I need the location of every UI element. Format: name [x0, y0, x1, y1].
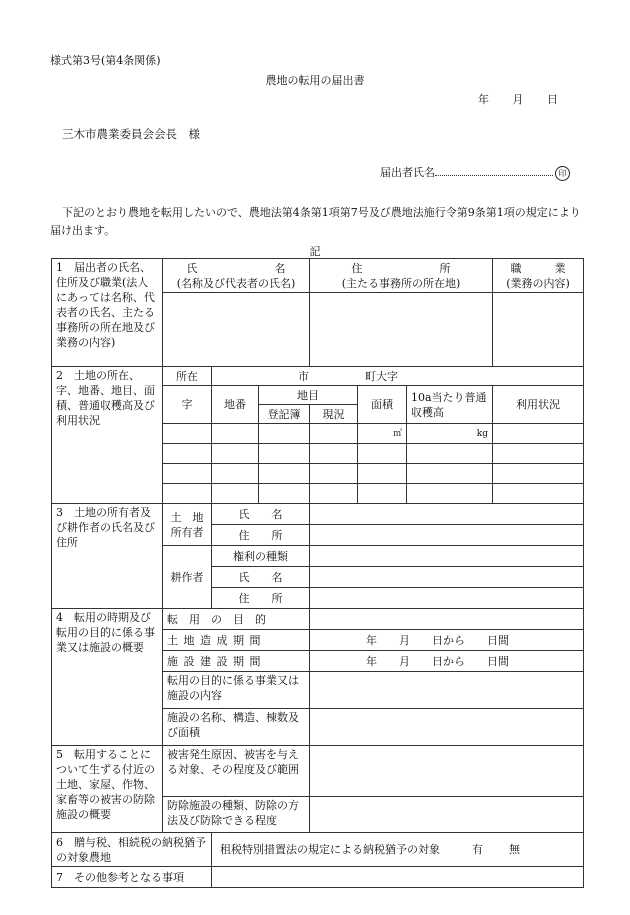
s2-label: 2 土地の所在、字、地番、地目、面積、普通収穫高及び利用状況 — [52, 367, 163, 504]
s2-yield-cell[interactable] — [407, 484, 493, 504]
s7-row — [52, 867, 584, 888]
s5-cause-label: 被害発生原因、被害を与える対象、その程度及び範囲 — [163, 746, 310, 797]
s1-header-row — [52, 259, 584, 293]
s4-business-label: 転用の目的に係る事業又は施設の内容 — [163, 672, 310, 709]
applicant-label: 届出者氏名 — [380, 166, 435, 179]
s3-owner-addr-label: 住 所 — [212, 525, 310, 546]
s3-right-input[interactable] — [310, 546, 584, 567]
s3-cultivator-addr-label: 住 所 — [212, 588, 310, 609]
s4-facility-input[interactable] — [310, 709, 584, 746]
s2-toki-cell[interactable] — [259, 464, 310, 484]
signature-blank — [435, 165, 553, 176]
form-number: 様式第3号(第4条関係) — [50, 54, 161, 67]
s2-kg-unit: kg — [476, 429, 488, 439]
s2-menseki-cell[interactable] — [358, 484, 407, 504]
s2-chiban-header: 地番 — [212, 386, 259, 424]
s3-right-label: 権利の種類 — [212, 546, 310, 567]
s2-chimoku-header: 地目 — [259, 386, 358, 405]
s2-location-value[interactable] — [212, 367, 584, 386]
s2-yield-header: 10a当たり普通収穫高 — [407, 386, 493, 424]
s1-name-input[interactable] — [163, 293, 310, 367]
s2-genkyo-cell[interactable] — [310, 444, 358, 464]
s4-facility-period-label: 施設建設期間 — [163, 651, 310, 672]
s5-cause-input[interactable] — [310, 746, 584, 797]
s5-cause-row — [52, 746, 584, 797]
s5-prevention-input[interactable] — [310, 797, 584, 833]
s1-addr-h1: 住 所 — [351, 261, 451, 275]
s2-menseki-cell[interactable] — [358, 444, 407, 464]
s4-purpose-input[interactable] — [310, 609, 584, 630]
s2-riyou-cell[interactable] — [493, 484, 584, 504]
s6-no[interactable]: 無 — [509, 843, 520, 856]
s2-chiban-cell[interactable] — [212, 464, 259, 484]
s2-menseki-cell[interactable] — [358, 424, 407, 444]
s3-cultivator-addr-input[interactable] — [310, 588, 584, 609]
s1-addr-input[interactable] — [310, 293, 493, 367]
s5-label: 5 転用することについて生ずる付近の土地、家屋、作物、家畜等の被害の防除施設の概要 — [52, 746, 163, 833]
s4-land-period-label: 土地造成期間 — [163, 630, 310, 651]
notification-form-table — [51, 258, 584, 888]
s2-location-row — [52, 367, 584, 386]
s2-genkyo-header: 現況 — [310, 405, 358, 424]
s6-yes[interactable]: 有 — [472, 843, 483, 856]
s2-riyou-cell[interactable] — [493, 424, 584, 444]
s2-aza-header: 字 — [163, 386, 212, 424]
s2-cho: 町大字 — [365, 369, 398, 383]
s2-riyou-cell[interactable] — [493, 444, 584, 464]
s2-riyou-cell[interactable] — [493, 464, 584, 484]
ki-heading: 記 — [309, 245, 321, 258]
s1-job-h2: (業務の内容) — [506, 276, 570, 290]
s1-label: 1 届出者の氏名、住所及び職業(法人にあっては名称、代表者の氏名、主たる事務所の所在地及び業務の内容) — [52, 259, 163, 367]
s4-facility-label: 施設の名称、構造、棟数及び面積 — [163, 709, 310, 746]
s1-name-h1: 氏 名 — [186, 261, 286, 275]
s4-purpose-row — [52, 609, 584, 630]
s2-aza-cell[interactable] — [163, 424, 212, 444]
s3-owner-name-row — [52, 504, 584, 525]
s3-owner-name-input[interactable] — [310, 504, 584, 525]
date-field: 年 月 日 — [478, 93, 558, 106]
s2-m2-unit: ㎡ — [392, 429, 402, 439]
s6-label: 6 贈与税、相続税の納税猶予の対象農地 — [52, 833, 212, 867]
intro-paragraph: 下記のとおり農地を転用したいので、農地法第4条第1項第7号及び農地法施行令第9条第1項の規定により届け出ます。 — [50, 206, 581, 237]
seal-mark: 印 — [555, 166, 570, 181]
s2-toki-cell[interactable] — [259, 484, 310, 504]
s4-land-period-value[interactable]: 年 月 日から 日間 — [310, 630, 584, 651]
s1-addr-h2: (主たる事務所の所在地) — [341, 276, 461, 290]
s6-text: 租税特別措置法の規定による納税猶予の対象 — [220, 843, 440, 856]
s2-yield-cell[interactable] — [407, 464, 493, 484]
s7-input[interactable] — [212, 867, 584, 888]
s2-aza-cell[interactable] — [163, 484, 212, 504]
s2-yield-cell[interactable] — [407, 444, 493, 464]
s2-chiban-cell[interactable] — [212, 484, 259, 504]
s3-owner-name-label: 氏 名 — [212, 504, 310, 525]
s2-toki-header: 登記簿 — [259, 405, 310, 424]
s4-business-input[interactable] — [310, 672, 584, 709]
s5-prevention-label: 防除施設の種類、防除の方法及び防除できる程度 — [163, 797, 310, 833]
s6-value[interactable] — [212, 833, 584, 867]
s2-aza-cell[interactable] — [163, 464, 212, 484]
s2-chiban-cell[interactable] — [212, 444, 259, 464]
s2-genkyo-cell[interactable] — [310, 484, 358, 504]
s2-chiban-cell[interactable] — [212, 424, 259, 444]
s2-genkyo-cell[interactable] — [310, 424, 358, 444]
s2-genkyo-cell[interactable] — [310, 464, 358, 484]
s2-aza-cell[interactable] — [163, 444, 212, 464]
s3-cultivator-label: 耕作者 — [163, 546, 212, 609]
s1-job-input[interactable] — [493, 293, 584, 367]
s4-label: 4 転用の時期及び転用の目的に係る事業又は施設の概要 — [52, 609, 163, 746]
s1-addr-header — [310, 259, 493, 293]
s1-name-h2: (名称及び代表者の氏名) — [176, 276, 296, 290]
s3-cultivator-name-label: 氏 名 — [212, 567, 310, 588]
s2-menseki-header: 面積 — [358, 386, 407, 424]
s6-row — [52, 833, 584, 867]
s4-purpose-label: 転用の目的 — [163, 609, 310, 630]
s1-job-h1: 職 業 — [510, 261, 566, 275]
s4-facility-period-value[interactable]: 年 月 日から 日間 — [310, 651, 584, 672]
s2-menseki-cell[interactable] — [358, 464, 407, 484]
s2-yield-cell[interactable] — [407, 424, 493, 444]
document-title: 農地の転用の届出書 — [265, 74, 365, 87]
addressee: 三木市農業委員会会長 様 — [62, 127, 200, 141]
s3-label: 3 土地の所有者及び耕作者の氏名及び住所 — [52, 504, 163, 609]
applicant-signature-line — [380, 164, 570, 181]
s1-name-header — [163, 259, 310, 293]
s2-location-label: 所在 — [163, 367, 212, 386]
s3-owner-addr-input[interactable] — [310, 525, 584, 546]
s1-job-header — [493, 259, 584, 293]
s2-riyou-header: 利用状況 — [493, 386, 584, 424]
s3-owner-label: 土 地所有者 — [163, 504, 212, 546]
s2-toki-cell[interactable] — [259, 424, 310, 444]
s2-toki-cell[interactable] — [259, 444, 310, 464]
s3-cultivator-name-input[interactable] — [310, 567, 584, 588]
s2-shi: 市 — [298, 369, 309, 383]
s7-label: 7 その他参考となる事項 — [52, 867, 212, 888]
